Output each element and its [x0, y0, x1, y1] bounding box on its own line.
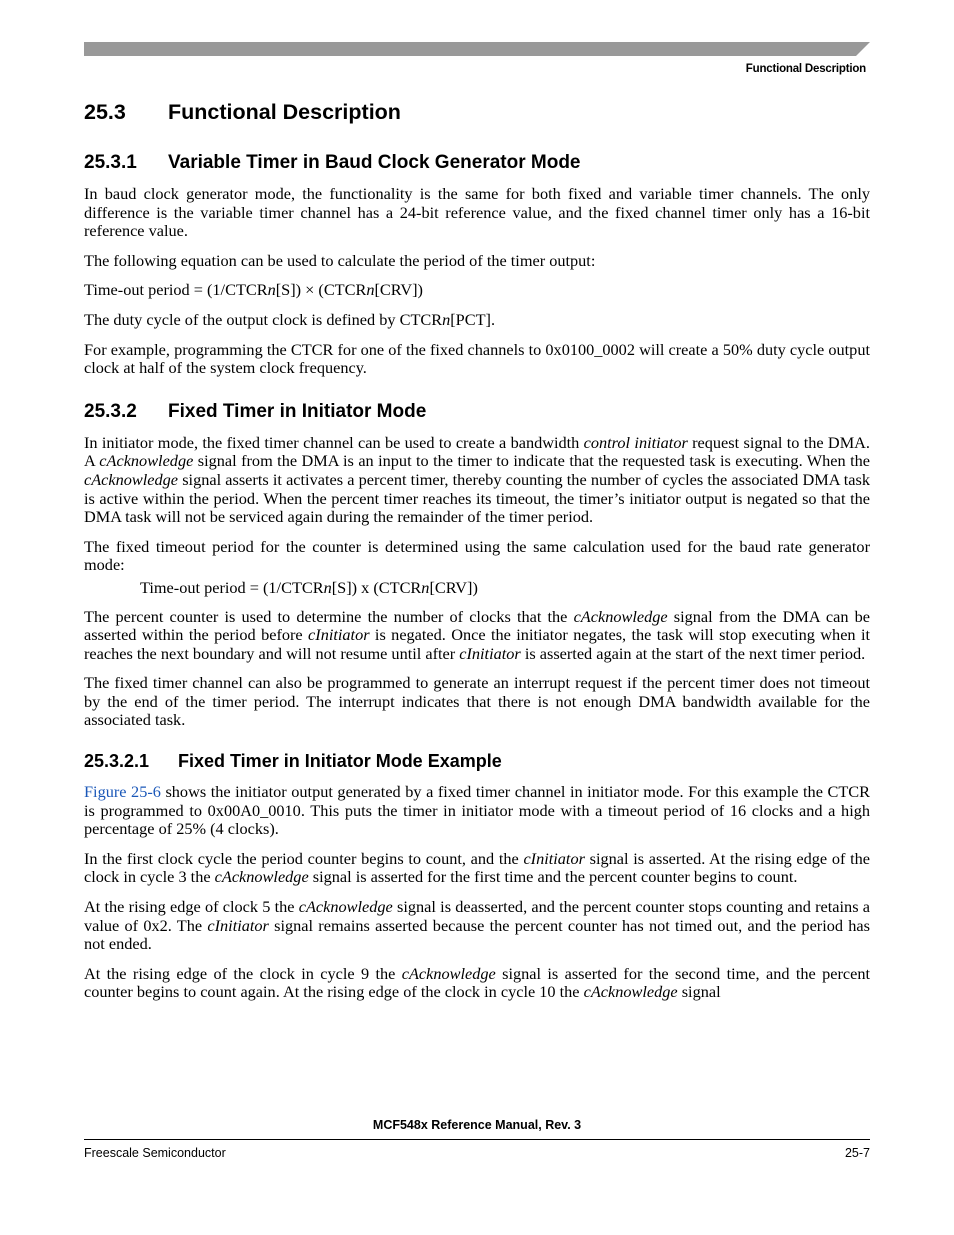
equation: Time-out period = (1/CTCRn[S]) × (CTCRn[CRV]): [84, 280, 423, 300]
paragraph: The duty cycle of the output clock is defined by CTCRn[PCT].: [84, 309, 496, 329]
page-body: [84, 96, 870, 1013]
subsubsection-heading: [84, 750, 870, 773]
paragraph: The percent counter is used to determine the number of clocks that the cAcknowledge signal from the DMA can be asserted within the period before cInitiator is negated. Once the initiator negates, the task will stop executing when it reaches the next boundary and will not resume until after cInitiator is asserted again at the start of the next timer period.: [84, 606, 871, 663]
paragraph: At the rising edge of the clock in cycle 9 the cAcknowledge signal is asserted for the second time, and the percent counter begins to count again. At the rising edge of the clock in cycle 10 the cAcknowledge signal: [84, 963, 870, 1002]
subsection-number: 25.3.2: [84, 400, 137, 422]
subsubsection-title: Fixed Timer in Initiator Mode Example: [178, 751, 502, 772]
subsection-heading-1: [84, 151, 870, 175]
paragraph: In the first clock cycle the period counter begins to count, and the cInitiator signal is asserted. At the rising edge of the clock in cycle 3 the cAcknowledge signal is asserted for the first time and the percent counter begins to count.: [84, 848, 870, 887]
paragraph: For example, programming the CTCR for one of the fixed channels to 0x0100_0002 will create a 50% duty cycle output clock at half of the system clock frequency.: [84, 339, 870, 378]
running-head: Functional Description: [745, 63, 866, 75]
subsection-number: 25.3.1: [84, 152, 137, 173]
subsubsection-number: 25.3.2.1: [84, 751, 150, 772]
section-heading: [84, 98, 870, 126]
section-title: Functional Description: [168, 100, 401, 124]
figure-link[interactable]: Figure 25-6: [84, 782, 161, 802]
subsection-heading-2: [84, 400, 870, 424]
header-bar: [84, 42, 870, 56]
paragraph: In baud clock generator mode, the functionality is the same for both fixed and variable timer channels. The only difference is the variable timer channel has a 24-bit reference value, and the fixed channel timer only has a 16-bit reference value.: [84, 184, 870, 241]
paragraph: The fixed timeout period for the counter is determined using the same calculation used for the baud rate generator mode:: [84, 536, 870, 575]
paragraph: At the rising edge of clock 5 the cAcknowledge signal is deasserted, and the percent counter stops counting and retains a value of 0x2. The cInitiator signal remains asserted because the percent counter has not timed out, and the period has not ended.: [84, 897, 870, 954]
paragraph: The fixed timer channel can also be programmed to generate an interrupt request if the percent timer does not timeout by the end of the timer period. The interrupt indicates that there is not enough DMA bandwidth available for the associated task.: [84, 673, 870, 730]
footer-divider: [84, 1139, 870, 1140]
footer-company: Freescale Semiconductor: [84, 1146, 226, 1160]
subsection-title: Fixed Timer in Initiator Mode: [168, 400, 427, 422]
footer-title: MCF548x Reference Manual, Rev. 3: [372, 1118, 582, 1132]
paragraph: Figure 25-6 shows the initiator output generated by a fixed timer channel in initiator mode. For this example the CTCR is programmed to 0x00A0_0010. This puts the timer in initiator mode with a timeout period of 16 clocks and a high percentage of 25% (4 clocks).: [84, 782, 870, 839]
paragraph: In initiator mode, the fixed timer channel can be used to create a bandwidth control initiator request signal to the DMA. A cAcknowledge signal from the DMA is an input to the timer to indicate that the requested task is executing. When the cAcknowledge signal asserts it activates a percent timer, thereby counting the number of cycles the associated DMA task is active within the period. When the percent timer reaches its timeout, the timer’s initiator output is negated so that the DMA task will not be serviced again during the remainder of the timer period.: [84, 432, 870, 527]
section-number: 25.3: [84, 100, 126, 124]
equation: Time-out period = (1/CTCRn[S]) x (CTCRn[CRV]): [140, 577, 478, 597]
subsection-title: Variable Timer in Baud Clock Generator Mode: [168, 152, 581, 173]
page-number: 25-7: [844, 1146, 870, 1160]
paragraph: The following equation can be used to calculate the period of the timer output:: [84, 250, 596, 270]
